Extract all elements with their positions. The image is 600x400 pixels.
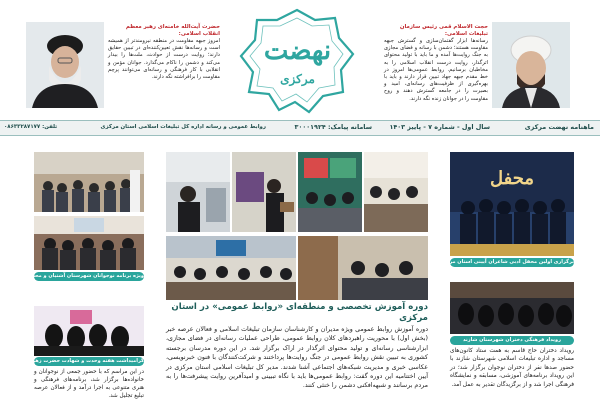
right-column-text: رویداد دختران حاج قاسم به همت ستاد کانون‌های مساجد و اداره تبلیغات اسلامی شهرستان شازند با حضور صدها نفر از دختران نوجوان برگزار شد؛ در این رویداد برنامه‌های آموزشی، مسابقه و نمایشگاه فرهنگی اجرا شد و از برگزیدگان تقدیر به عمل آمد. bbox=[450, 348, 574, 388]
masthead bbox=[0, 0, 600, 120]
center-headline: دوره آموزش تخصصی و منطقه‌ای «روابط عمومی» در استان مرکزی bbox=[171, 302, 428, 323]
poster-title: محفل bbox=[490, 168, 534, 189]
sms-info: سامانه پیامک: ۳۰۰۰۱۹۲۴ bbox=[294, 123, 372, 131]
issue-info: سال اول - شماره ۷ - پاییز ۱۴۰۳ bbox=[389, 123, 490, 131]
left-quote-title: حضرت آیت‌الله خامنه‌ای رهبر معظم انقلاب اسلامی: bbox=[125, 24, 220, 37]
center-photo-2 bbox=[232, 152, 296, 232]
left-caption-1: ویژه برنامه نوجوانان شهرستان آشتیان و محلات bbox=[26, 273, 144, 279]
masthead-logo bbox=[235, 6, 360, 116]
right-quote-text: رسانه‌ها ابزار گفتمان‌سازی و گسترش جبهه مقاومت هستند؛ دشمن با رسانه و فضای مجازی به جنگ روایت‌ها آمده و ما باید با تولید محتوای اثرگذار، روایت درست انقلاب اسلامی را به مخاطبان برسانیم. روابط عمومی‌ها امروز در خط مقدم جبهه جهاد تبیین قرار دارند و باید با بهره‌گیری از ظرفیت‌های رسانه‌ای، امید و بصیرت را در جامعه گسترش دهند و روح مقاومت را در جوانان زنده نگه دارند. bbox=[384, 38, 488, 102]
right-quote-title: حجت الاسلام قمی رئیس سازمان تبلیغات اسلامی: bbox=[399, 24, 488, 37]
left-photo-bottom bbox=[34, 306, 144, 356]
center-body: دوره آموزش روابط عمومی ویژه مدیران و کارشناسان سازمان تبلیغات اسلامی و فعالان عرصه خبر (بخش اول) با محوریت راهبردهای کلان روابط عمومی، طراحی عملیات رسانه‌ای در فضای مجازی، ابزارشناسی رسانه‌ای و تولید محتوای اثرگذار در اراک برگزار شد. در این دوره مدرسان برجسته کشوری به تبیین نقش روابط عمومی در جنگ روایت‌ها پرداختند و شرکت‌کنندگان با فنون خبرنویسی، عکاسی خبری و مدیریت شبکه‌های اجتماعی آشنا شدند. مدیر کل تبلیغات اسلامی استان مرکزی در آیین اختتامیه این دوره گفت: روابط عمومی‌ها باید با نگاه تبیینی و امیدآفرین روایت پیشرفت‌ها را به مردم برسانند و شبهه‌افکنی دشمن را خنثی کنند. bbox=[166, 326, 428, 390]
logo-title: نهضت bbox=[263, 36, 332, 66]
phone-info: تلفن: ۰۸۶۳۳۲۸۷۱۷۷ bbox=[4, 124, 58, 130]
right-caption-1: برگزاری اولین محفل ادبی شاعران آیینی استان مرکزی bbox=[438, 259, 574, 265]
left-column-text: در این مراسم که با حضور جمعی از نوجوانان و خانواده‌ها برگزار شد، برنامه‌های فرهنگی و هنری متنوعی به اجرا درآمد و از فعالان عرصه تبلیغ تجلیل شد. bbox=[34, 369, 144, 399]
center-photo-5 bbox=[166, 236, 296, 300]
center-photo-4 bbox=[364, 152, 428, 232]
left-caption-2: گرامیداشت هفته وحدت و شهادت حضرت زهرا (س) bbox=[17, 358, 144, 364]
right-quote bbox=[384, 24, 488, 108]
left-photo-mid bbox=[34, 216, 144, 270]
left-quote bbox=[108, 24, 220, 108]
right-photo bbox=[450, 282, 574, 334]
info-band bbox=[0, 120, 600, 136]
center-photo-6 bbox=[298, 236, 428, 300]
publisher-info: روابط عمومی و رسانه اداره کل تبلیغات اسلامی استان مرکزی bbox=[100, 124, 266, 130]
right-poster bbox=[450, 152, 574, 256]
left-quote-text: امروز جبهه مقاومت در منطقه نیرومندتر از همیشه است و رسانه‌ها نقش تعیین‌کننده‌ای در تبیین حقایق دارند؛ روایت درست از حوادث، ملت‌ها را بیدار می‌کند و دشمن را ناکام می‌گذارد. جوانان مؤمن و انقلابی با کار فرهنگی و رسانه‌ای می‌توانند پرچم مقاومت را برافراشته نگه دارند. bbox=[108, 38, 220, 81]
left-photo-top bbox=[34, 152, 144, 212]
left-portrait bbox=[26, 22, 104, 108]
publication-name: ماهنامه نهضت مرکزی bbox=[524, 123, 594, 131]
right-portrait bbox=[492, 22, 570, 108]
center-photo-1 bbox=[166, 152, 230, 232]
center-photo-3 bbox=[298, 152, 362, 232]
logo-subtitle: مرکزی bbox=[280, 72, 315, 86]
right-caption-2: رویداد فرهنگی دختران شهرستان شازند bbox=[450, 336, 574, 345]
